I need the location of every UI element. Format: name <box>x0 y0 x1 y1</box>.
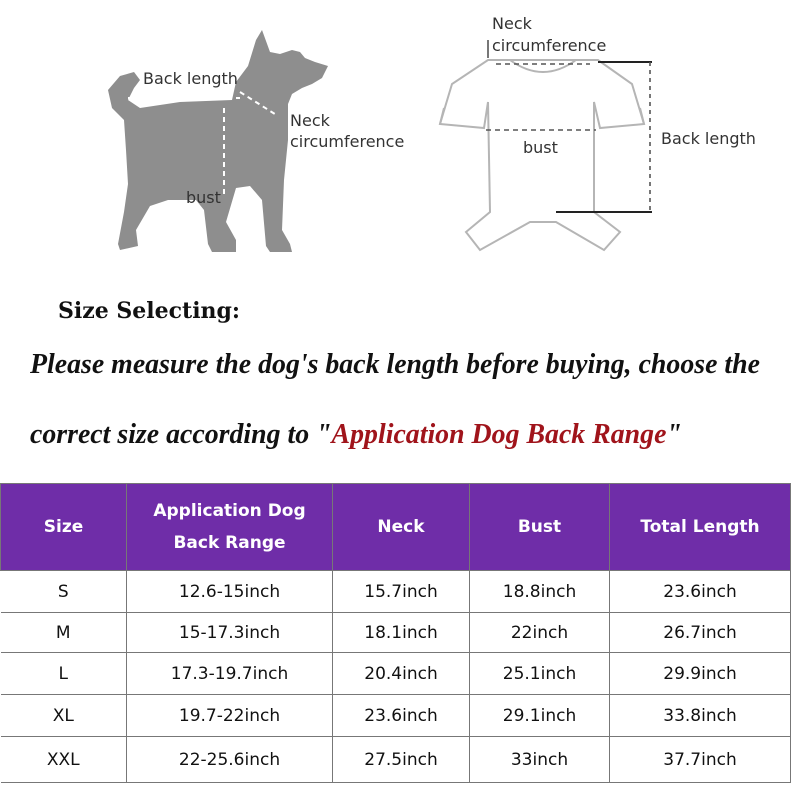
cell-range: 17.3-19.7inch <box>127 653 333 695</box>
cell-range: 19.7-22inch <box>127 695 333 737</box>
garment-neck-label-line2: circumference <box>492 36 607 55</box>
cell-total: 37.7inch <box>610 737 791 783</box>
cell-size: M <box>1 613 127 653</box>
garment-bust-label: bust <box>523 138 558 157</box>
header-range-line2: Back Range <box>173 533 286 553</box>
cell-bust: 29.1inch <box>470 695 610 737</box>
cell-size: L <box>1 653 127 695</box>
cell-range: 15-17.3inch <box>127 613 333 653</box>
cell-size: XL <box>1 695 127 737</box>
table-header-row <box>1 484 791 571</box>
cell-range: 22-25.6inch <box>127 737 333 783</box>
header-bust: Bust <box>470 484 610 571</box>
garment-neck-label-line1: Neck <box>492 14 532 33</box>
cell-bust: 33inch <box>470 737 610 783</box>
cell-total: 26.7inch <box>610 613 791 653</box>
dog-bust-label: bust <box>186 188 221 207</box>
header-size: Size <box>1 484 127 571</box>
table-row <box>1 695 791 737</box>
header-range-line1: Application Dog <box>153 501 306 521</box>
garment-back-length-label: Back length <box>661 129 756 148</box>
cell-size: S <box>1 571 127 613</box>
cell-total: 29.9inch <box>610 653 791 695</box>
cell-total: 33.8inch <box>610 695 791 737</box>
header-neck: Neck <box>333 484 470 571</box>
cell-neck: 20.4inch <box>333 653 470 695</box>
cell-neck: 15.7inch <box>333 571 470 613</box>
cell-neck: 27.5inch <box>333 737 470 783</box>
cell-range: 12.6-15inch <box>127 571 333 613</box>
instruction-highlight: Application Dog Back Range <box>331 418 667 450</box>
measurement-diagram <box>0 0 800 290</box>
table-row <box>1 571 791 613</box>
header-back-range <box>127 484 333 571</box>
table-row <box>1 653 791 695</box>
cell-bust: 25.1inch <box>470 653 610 695</box>
table-row <box>1 613 791 653</box>
instruction-line-1: Please measure the dog's back length before buying, choose the <box>30 348 760 380</box>
instruction-line-2-prefix: correct size according to " <box>30 418 332 450</box>
cell-size: XXL <box>1 737 127 783</box>
cell-total: 23.6inch <box>610 571 791 613</box>
cell-bust: 22inch <box>470 613 610 653</box>
instruction-line-2 <box>30 418 682 451</box>
cell-neck: 18.1inch <box>333 613 470 653</box>
size-selecting-heading: Size Selecting: <box>58 298 241 324</box>
header-total-length: Total Length <box>610 484 791 571</box>
cell-neck: 23.6inch <box>333 695 470 737</box>
dog-neck-label-line1: Neck <box>290 111 330 130</box>
instruction-line-2-suffix: " <box>666 418 682 450</box>
size-chart-table <box>0 483 791 783</box>
dog-neck-label-line2: circumference <box>290 132 405 151</box>
table-row <box>1 737 791 783</box>
dog-back-length-label: Back length <box>143 69 238 88</box>
cell-bust: 18.8inch <box>470 571 610 613</box>
